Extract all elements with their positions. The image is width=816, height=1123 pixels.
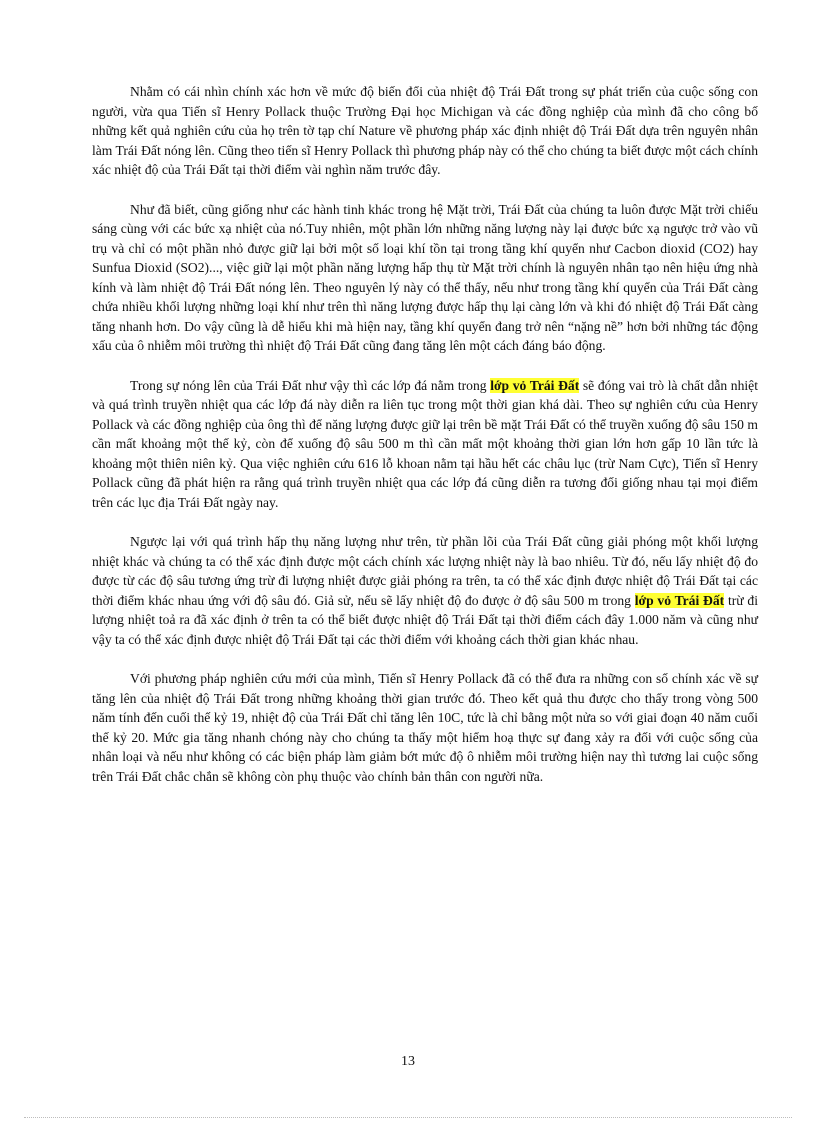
paragraph-2-text: Như đã biết, cũng giống như các hành tinh khác trong hệ Mặt trời, Trái Đất của chúng ta luôn được Mặt trời chiếu sáng cùng với các bức xạ nhiệt của nó.Tuy nhiên, một phần lớn những năng lượng này lại được bức xạ ngược trở vào vũ trụ và chỉ có một phần nhỏ được giữ lại bởi một số loại khí tồn tại trong tầng khí quyển như Cacbon dioxid (CO2) hay Sunfua Dioxid (SO2)..., việc giữ lại một phần năng lượng hấp thụ từ Mặt trời chính là nguyên nhân tạo nên hiệu ứng nhà kính và làm nhiệt độ Trái Đất nóng lên. Theo nguyên lý này có thể thấy, nếu như trong tầng khí quyển của Trái Đất càng chứa nhiều khối lượng những loại khí như trên thì năng lượng được hấp thụ lại càng lớn và khi đó nhiệt độ Trái Đất càng tăng nhanh hơn. Do vậy cũng là dễ hiểu khi mà hiện nay, tầng khí quyển đang trở nên “nặng nề” hơn bởi những tác động xấu của ô nhiễm môi trường thì nhiệt độ Trái Đất cũng đang tăng lên một cách đáng báo động. bbox=[92, 201, 758, 353]
paragraph-5 bbox=[92, 669, 758, 786]
page-number: 13 bbox=[401, 1054, 415, 1069]
highlighted-term: lớp vỏ Trái Đất bbox=[490, 377, 580, 393]
paragraph-1-text: Nhằm có cái nhìn chính xác hơn về mức độ biến đổi của nhiệt độ Trái Đất trong sự phát triển của cuộc sống con người, vừa qua Tiến sĩ Henry Pollack thuộc Trường Đại học Michigan và các đồng nghiệp của mình đã cho công bố những kết quả nghiên cứu của họ trên tờ tạp chí Nature về phương pháp xác định nhiệt độ Trái Đất dựa trên nguyên nhân làm Trái Đất nóng lên. Cũng theo tiến sĩ Henry Pollack thì phương pháp này có thể cho chúng ta biết được một cách chính xác nhiệt độ của Trái Đất tại thời điểm vài nghìn năm trước đây. bbox=[92, 84, 759, 177]
paragraph-3-text-start: Trong sự nóng lên của Trái Đất như vậy thì các lớp đá nằm trong bbox=[130, 377, 491, 393]
paragraph-4-text-start: Ngược lại với quá trình hấp thụ năng lượng như trên, từ phần lõi của Trái Đất cũng giải phóng một khối lượng nhiệt khác và chúng ta có thể xác định được một cách chính xác lượng nhiệt này là bao nhiêu. Từ đó, nếu lấy nhiệt độ đo được từ các độ sâu tương ứng trừ đi lượng nhiệt được giải phóng ra trên, ta có thể xác định được nhiệt độ Trái Đất tại các thời điểm khác nhau ứng với độ sâu đó. Giả sử, nếu sẽ lấy nhiệt độ đo được ở độ sâu 500 m trong bbox=[92, 534, 758, 608]
paragraph-2 bbox=[92, 200, 758, 356]
paragraph-5-text: Với phương pháp nghiên cứu mới của mình, Tiến sĩ Henry Pollack đã có thể đưa ra những con số chính xác về sự tăng lên của nhiệt độ Trái Đất trong những khoảng thời gian trước đó. Theo kết quả thu được cho thấy trong vòng 500 năm tính đến cuối thế kỷ 19, nhiệt độ của Trái Đất chỉ tăng lên 10C, tức là chỉ bằng một nửa so với giai đoạn 40 năm cuối thế kỷ 20. Mức gia tăng nhanh chóng này cho chúng ta thấy một hiểm hoạ thực sự đang xảy ra đối với cuộc sống của nhân loại và nếu như không có các biện pháp làm giảm bớt mức độ ô nhiễm môi trường hiện nay thì tương lai cuộc sống trên Trái Đất chắc chắn sẽ không còn phụ thuộc vào chính bản thân con người nữa. bbox=[92, 671, 758, 784]
paragraph-4 bbox=[92, 532, 758, 649]
paragraph-3 bbox=[92, 376, 758, 513]
paragraph-3-text-end: sẽ đóng vai trò là chất dẫn nhiệt và quá trình truyền nhiệt qua các lớp đá này diễn ra liên tục trong một thời gian khá dài. Theo sự nghiên cứu của Henry Pollack và các đồng nghiệp của ông thì để năng lượng được giữ lại trên bề mặt Trái Đất có thể truyền xuống độ sâu 150 m cần mất khoảng một thế kỷ, còn để xuống độ sâu 500 m thì cần mất một khoảng thời gian lớn hơn gấp 10 lần tức là khoảng một thiên niên kỷ. Qua việc nghiên cứu 616 lỗ khoan nằm tại hầu hết các châu lục (trừ Nam Cực), Tiến sĩ Henry Pollack cũng đã phát hiện ra rằng quá trình truyền nhiệt qua các lớp đá cũng diễn ra tương đối giống nhau tại mọi điểm trên các lục địa Trái Đất ngày nay. bbox=[92, 377, 758, 510]
highlighted-term: lớp vỏ Trái Đất bbox=[634, 592, 725, 608]
page-bottom-divider bbox=[24, 1117, 792, 1118]
paragraph-4-text-end: trừ đi lượng nhiệt toả ra đã xác định ở trên ta có thể biết được nhiệt độ Trái Đất tại thời điểm cách đây 1.000 năm và cũng như vậy ta có thể xác định được nhiệt độ Trái Đất tại các thời điểm với khoảng cách thời gian khác nhau. bbox=[92, 592, 758, 647]
document-body bbox=[92, 82, 758, 806]
paragraph-1 bbox=[92, 82, 758, 180]
